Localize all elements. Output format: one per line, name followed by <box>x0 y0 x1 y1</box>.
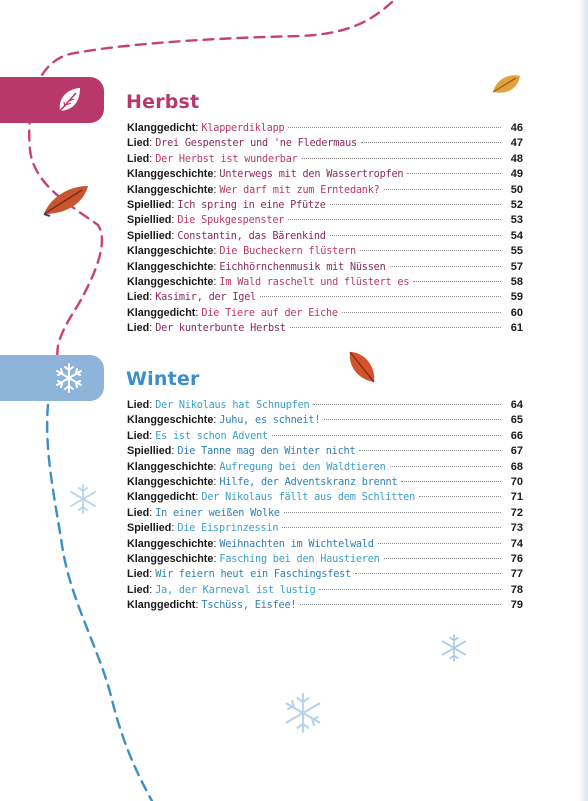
toc-leader-dots <box>319 589 501 590</box>
toc-entry-separator: : <box>149 568 153 581</box>
toc-leader-dots <box>378 543 501 544</box>
toc-entry[interactable] <box>127 183 523 198</box>
toc-entry-page: 70 <box>510 475 523 488</box>
toc-leader-dots <box>313 404 501 405</box>
toc-entry[interactable] <box>127 413 523 428</box>
toc-entry-page: 77 <box>510 568 523 581</box>
toc-entry-title[interactable]: In einer weißen Wolke <box>155 507 280 519</box>
toc-entry-category: Klanggedicht <box>127 122 196 134</box>
toc-entry-separator: : <box>171 229 175 242</box>
toc-entry[interactable] <box>127 167 523 182</box>
toc-leader-dots <box>288 219 501 220</box>
toc-entry-page: 64 <box>510 399 523 411</box>
autumn-leaf-icon <box>344 348 378 386</box>
toc-entry-page: 79 <box>510 599 523 612</box>
toc-entry-separator: : <box>171 522 175 535</box>
toc-entry-title[interactable]: Wir feiern heut ein Faschingsfest <box>155 569 352 581</box>
toc-entry[interactable] <box>127 290 523 305</box>
toc-entry-title[interactable]: Juhu, es schneit! <box>219 415 321 427</box>
toc-entry-title[interactable]: Eichhörnchenmusik mit Nüssen <box>219 261 386 273</box>
toc-entry[interactable] <box>127 121 523 136</box>
toc-entry-category: Klanggeschichte <box>127 260 214 273</box>
toc-entry[interactable] <box>127 521 523 536</box>
autumn-leaf-icon <box>490 70 524 98</box>
toc-entry-separator: : <box>213 475 217 488</box>
toc-entry[interactable] <box>127 244 523 259</box>
toc-entry-category: Lied <box>127 152 150 165</box>
toc-entry-separator: : <box>149 399 153 411</box>
toc-entry-category: Spiellied <box>127 229 172 242</box>
toc-entry-title[interactable]: Kasimir, der Igel <box>155 292 257 304</box>
section-title-winter: Winter <box>126 368 200 390</box>
toc-entry-separator: : <box>213 183 217 196</box>
toc-entry[interactable] <box>127 429 523 444</box>
toc-entry-separator: : <box>171 198 175 211</box>
toc-entry-category: Klanggeschichte <box>127 414 214 427</box>
toc-entry[interactable] <box>127 198 523 213</box>
toc-entry[interactable] <box>127 136 523 151</box>
toc-entry-title[interactable]: Klapperdiklapp <box>201 123 285 134</box>
toc-leader-dots <box>302 158 501 159</box>
toc-leader-dots <box>413 281 501 282</box>
toc-entry[interactable] <box>127 537 523 552</box>
toc-entry-page: 61 <box>510 322 523 335</box>
toc-entry[interactable] <box>127 583 523 598</box>
toc-entry-page: 53 <box>510 214 523 227</box>
toc-entry-page: 76 <box>510 552 523 565</box>
toc-leader-dots <box>407 173 501 174</box>
toc-entry[interactable] <box>127 152 523 167</box>
toc-leader-dots <box>390 266 501 267</box>
toc-entry[interactable] <box>127 567 523 582</box>
toc-entry-separator: : <box>149 291 153 304</box>
toc-entry-category: Klanggeschichte <box>127 275 214 288</box>
toc-entry-category: Lied <box>127 137 150 150</box>
toc-entry-separator: : <box>149 429 153 442</box>
toc-entry-category: Klanggeschichte <box>127 245 214 258</box>
toc-entry-page: 71 <box>510 491 523 504</box>
toc-entry-title[interactable]: Die Tiere auf der Eiche <box>201 307 338 319</box>
toc-entry-page: 48 <box>510 152 523 165</box>
toc-entry[interactable] <box>127 321 523 336</box>
toc-leader-dots <box>384 558 501 559</box>
toc-leader-dots <box>419 496 501 497</box>
toc-entry-page: 49 <box>510 168 523 181</box>
toc-entry[interactable] <box>127 460 523 475</box>
toc-entry-separator: : <box>213 537 217 550</box>
toc-entry-page: 46 <box>510 122 523 134</box>
toc-entry-separator: : <box>213 275 217 288</box>
snowflake-icon <box>52 361 86 395</box>
toc-entry-category: Klanggeschichte <box>127 460 214 473</box>
toc-entry-separator: : <box>213 552 217 565</box>
toc-entry-title[interactable]: Drei Gespenster und 'ne Fledermaus <box>155 138 357 150</box>
toc-entry-separator: : <box>213 168 217 181</box>
toc-list-winter <box>127 398 523 613</box>
toc-entry-separator: : <box>149 506 153 519</box>
toc-entry[interactable] <box>127 506 523 521</box>
leaf-icon <box>52 83 86 117</box>
toc-entry-title[interactable]: Hilfe, der Adventskranz brennt <box>219 476 398 488</box>
toc-entry-page: 78 <box>510 583 523 596</box>
toc-entry-page: 60 <box>510 306 523 319</box>
toc-leader-dots <box>355 573 501 574</box>
toc-entry-title[interactable]: Die Spukgespenster <box>177 215 285 227</box>
toc-entry-category: Klanggeschichte <box>127 183 214 196</box>
toc-leader-dots <box>330 204 501 205</box>
toc-entry-page: 52 <box>510 198 523 211</box>
toc-list-herbst <box>127 121 523 336</box>
toc-entry-title[interactable]: Der Nikolaus hat Schnupfen <box>155 400 310 411</box>
winter-section-tab[interactable] <box>0 355 104 401</box>
toc-entry-page: 65 <box>510 414 523 427</box>
toc-entry-separator: : <box>213 260 217 273</box>
toc-entry-page: 59 <box>510 291 523 304</box>
toc-leader-dots <box>288 127 501 128</box>
toc-entry-title[interactable]: Aufregung bei den Waldtieren <box>219 461 386 473</box>
toc-entry-separator: : <box>171 214 175 227</box>
toc-entry-title[interactable]: Im Wald raschelt und flüstert es <box>219 276 410 288</box>
toc-entry-category: Lied <box>127 506 150 519</box>
toc-entry-title[interactable]: Weihnachten im Wichtelwald <box>219 538 374 550</box>
toc-entry-page: 72 <box>510 506 523 519</box>
snowflake-decoration-icon <box>66 482 100 516</box>
toc-entry-separator: : <box>149 583 153 596</box>
toc-entry-title[interactable]: Die Tanne mag den Winter nicht <box>177 446 356 458</box>
toc-leader-dots <box>282 527 501 528</box>
toc-entry-category: Klanggeschichte <box>127 537 214 550</box>
toc-entry-separator: : <box>213 414 217 427</box>
toc-entry-title[interactable]: Unterwegs mit den Wassertropfen <box>219 169 404 181</box>
herbst-section-tab[interactable] <box>0 77 104 123</box>
toc-entry-page: 66 <box>510 429 523 442</box>
toc-leader-dots <box>300 604 501 605</box>
toc-entry-category: Klanggeschichte <box>127 168 214 181</box>
toc-entry[interactable] <box>127 275 523 290</box>
toc-leader-dots <box>360 250 501 251</box>
section-title-herbst: Herbst <box>126 91 200 113</box>
toc-entry-title[interactable]: Der Nikolaus fällt aus dem Schlitten <box>201 492 415 504</box>
toc-entry-page: 54 <box>510 229 523 242</box>
toc-entry-category: Klanggedicht <box>127 599 196 612</box>
toc-entry-page: 67 <box>510 445 523 458</box>
toc-entry-category: Spiellied <box>127 198 172 211</box>
toc-entry-category: Klanggeschichte <box>127 552 214 565</box>
toc-entry-title[interactable]: Der Herbst ist wunderbar <box>155 153 298 165</box>
toc-entry[interactable] <box>127 260 523 275</box>
toc-entry[interactable] <box>127 213 523 228</box>
toc-entry[interactable] <box>127 490 523 505</box>
toc-entry-category: Spiellied <box>127 522 172 535</box>
toc-entry-title[interactable]: Ich spring in eine Pfütze <box>177 199 326 211</box>
autumn-leaf-icon <box>40 180 92 220</box>
toc-entry-title[interactable]: Tschüss, Eisfee! <box>201 600 297 612</box>
toc-leader-dots <box>342 312 501 313</box>
toc-leader-dots <box>290 327 501 328</box>
toc-entry[interactable] <box>127 598 523 613</box>
toc-entry-title[interactable]: Die Bucheckern flüstern <box>219 246 356 258</box>
toc-entry-page: 55 <box>510 245 523 258</box>
toc-entry-title[interactable]: Ja, der Karneval ist lustig <box>155 584 316 596</box>
toc-entry-category: Lied <box>127 568 150 581</box>
snowflake-decoration-icon <box>280 690 326 736</box>
toc-entry[interactable] <box>127 475 523 490</box>
toc-entry-category: Lied <box>127 399 150 411</box>
toc-entry[interactable] <box>127 444 523 459</box>
toc-entry-page: 47 <box>510 137 523 150</box>
toc-entry-page: 73 <box>510 522 523 535</box>
toc-entry-separator: : <box>149 152 153 165</box>
toc-entry-title[interactable]: Wer darf mit zum Erntedank? <box>219 184 380 196</box>
toc-leader-dots <box>272 435 501 436</box>
toc-entry-category: Klanggedicht <box>127 491 196 504</box>
toc-leader-dots <box>384 189 501 190</box>
toc-entry-page: 68 <box>510 460 523 473</box>
toc-leader-dots <box>361 142 501 143</box>
toc-entry-category: Lied <box>127 583 150 596</box>
toc-leader-dots <box>401 481 501 482</box>
toc-leader-dots <box>330 235 501 236</box>
toc-entry-page: 57 <box>510 260 523 273</box>
toc-leader-dots <box>359 450 501 451</box>
toc-entry[interactable] <box>127 229 523 244</box>
toc-entry-separator: : <box>195 306 199 319</box>
toc-entry[interactable] <box>127 306 523 321</box>
toc-entry-page: 50 <box>510 183 523 196</box>
toc-entry-title[interactable]: Es ist schon Advent <box>155 430 268 442</box>
toc-entry-page: 58 <box>510 275 523 288</box>
toc-entry-category: Lied <box>127 429 150 442</box>
toc-entry[interactable] <box>127 552 523 567</box>
toc-entry-separator: : <box>149 137 153 150</box>
toc-entry-separator: : <box>213 460 217 473</box>
toc-entry-title[interactable]: Die Eisprinzessin <box>177 523 279 535</box>
toc-entry-separator: : <box>149 322 153 335</box>
toc-entry-category: Lied <box>127 291 150 304</box>
toc-entry-category: Spiellied <box>127 214 172 227</box>
toc-leader-dots <box>260 296 501 297</box>
toc-leader-dots <box>324 419 501 420</box>
toc-leader-dots <box>284 512 501 513</box>
toc-entry-separator: : <box>195 491 199 504</box>
toc-entry-separator: : <box>213 245 217 258</box>
toc-entry-title[interactable]: Der kunterbunte Herbst <box>155 323 286 335</box>
toc-entry-page: 74 <box>510 537 523 550</box>
toc-entry-separator: : <box>195 122 199 134</box>
toc-entry-title[interactable]: Constantin, das Bärenkind <box>177 230 326 242</box>
toc-entry-separator: : <box>195 599 199 612</box>
toc-leader-dots <box>390 466 501 467</box>
toc-entry-category: Spiellied <box>127 445 172 458</box>
toc-entry-category: Klanggedicht <box>127 306 196 319</box>
toc-entry[interactable] <box>127 398 523 413</box>
toc-entry-category: Klanggeschichte <box>127 475 214 488</box>
snowflake-decoration-icon <box>438 632 470 664</box>
toc-entry-title[interactable]: Fasching bei den Haustieren <box>219 553 380 565</box>
toc-entry-separator: : <box>171 445 175 458</box>
toc-entry-category: Lied <box>127 322 150 335</box>
